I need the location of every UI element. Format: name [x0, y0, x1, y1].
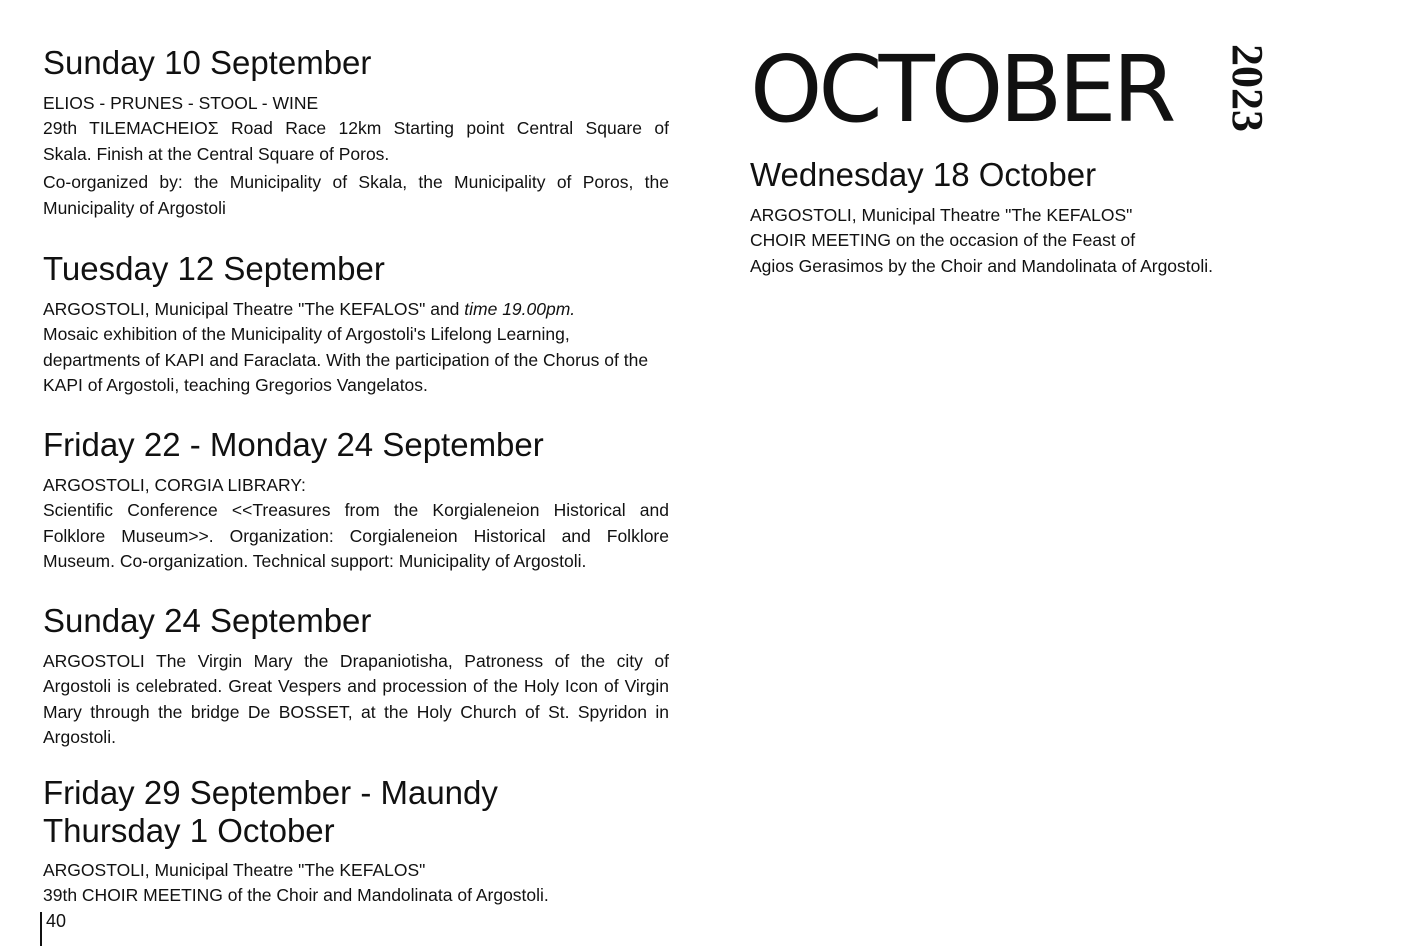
event-text-line: Co-organized by: the Municipality of Skala, the Municipality of Poros, the: [43, 172, 669, 193]
event-description: [43, 297, 669, 399]
event-text-line: CHOIR MEETING on the occasion of the Feast of: [750, 230, 1136, 251]
event-text-line: departments of KAPI and Faraclata. With the participation of the Chorus of the: [43, 349, 649, 370]
event-title-friday-22-monday-24-september: Friday 22 - Monday 24 September: [43, 426, 544, 463]
event-text-line: KAPI of Argostoli, teaching Gregorios Vangelatos.: [43, 375, 428, 396]
event-description: [750, 203, 1310, 279]
event-location: ELIOS - PRUNES - STOOL - WINE: [43, 93, 319, 113]
event-text-line: ARGOSTOLI The Virgin Mary the Drapaniotisha, Patroness of the city of: [43, 651, 669, 671]
event-text-line: Municipality of Argostoli: [43, 197, 226, 218]
event-text-line: 29th TILEMACHEIOΣ Road Race 12km Starting point Central Square of: [43, 118, 669, 139]
event-title-wednesday-18-october: Wednesday 18 October: [750, 156, 1097, 193]
event-text-line: Mosaic exhibition of the Municipality of Argostoli's Lifelong Learning,: [43, 324, 570, 345]
event-description: [43, 858, 669, 909]
event-title-sunday-24-september: Sunday 24 September: [43, 602, 372, 639]
event-text-line: 39th CHOIR MEETING of the Choir and Mandolinata of Argostoli.: [43, 885, 549, 906]
event-description: [43, 91, 669, 221]
event-text-line: Argostoli.: [43, 727, 116, 748]
event-text-line: Mary through the bridge De BOSSET, at the Holy Church of St. Spyridon in: [43, 701, 669, 722]
event-text-line: Folklore Museum>>. Organization: Corgialeneion Historical and Folklore: [43, 525, 669, 546]
event-location: ARGOSTOLI, Municipal Theatre "The KEFALOS": [43, 860, 426, 880]
event-title-thursday-1-october: Thursday 1 October: [43, 812, 335, 849]
event-title-tuesday-12-september: Tuesday 12 September: [43, 250, 385, 287]
event-title-sunday-10-september: Sunday 10 September: [43, 44, 372, 81]
year-label: 2023: [1223, 44, 1272, 132]
event-text-line: Argostoli is celebrated. Great Vespers and procession of the Holy Icon of Virgin: [43, 676, 669, 697]
event-description: [43, 473, 669, 575]
event-location: ARGOSTOLI, Municipal Theatre "The KEFALOS": [750, 205, 1133, 225]
event-text-line: Agios Gerasimos by the Choir and Mandolinata of Argostoli.: [750, 255, 1214, 276]
event-location-text: ARGOSTOLI, Municipal Theatre "The KEFALOS" and: [43, 299, 465, 319]
month-heading: OCTOBER: [750, 36, 1173, 143]
event-text-line: Museum. Co-organization. Technical support: Municipality of Argostoli.: [43, 551, 587, 572]
event-description: [43, 649, 669, 751]
event-text-line: Scientific Conference <<Treasures from the Korgialeneion Historical and: [43, 500, 669, 521]
page-number: 40: [46, 911, 67, 931]
event-location: [43, 297, 669, 322]
event-time: time 19.00pm.: [464, 299, 576, 319]
event-title-friday-29-september: Friday 29 September - Maundy: [43, 774, 498, 811]
event-location: ARGOSTOLI, CORGIA LIBRARY:: [43, 475, 306, 495]
page-number-bar: [40, 912, 42, 946]
event-text-line: Skala. Finish at the Central Square of Poros.: [43, 143, 390, 164]
